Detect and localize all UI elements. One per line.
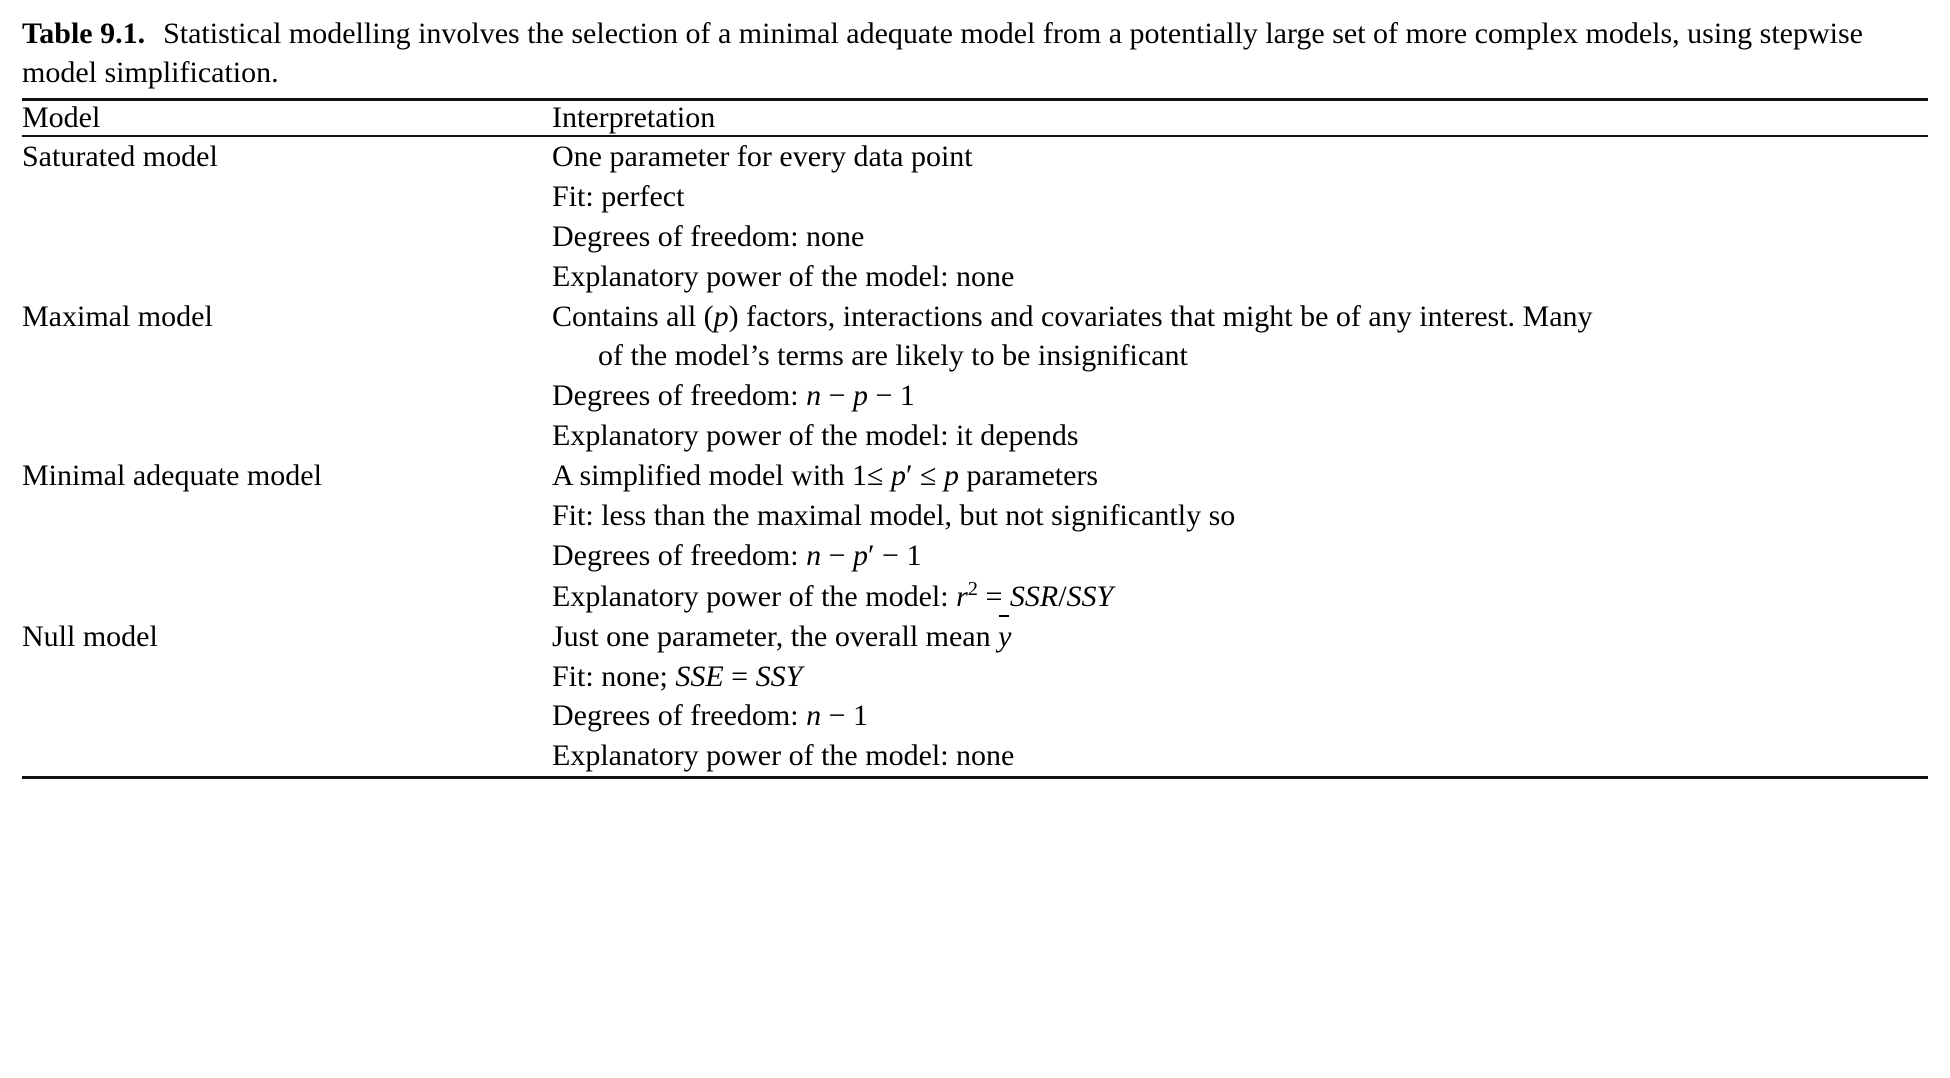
interpretation-line: A simplified model with 1≤ p′ ≤ p parameters (552, 459, 1099, 493)
table-bottom-rule (22, 776, 1928, 779)
table-caption (22, 14, 1892, 92)
interpretation-line: Explanatory power of the model: it depends (552, 419, 1079, 453)
interpretation-line: Explanatory power of the model: none (552, 739, 1015, 773)
table-row (22, 617, 1928, 777)
interpretation-line: Degrees of freedom: n − 1 (552, 699, 868, 733)
row-model-label: Minimal adequate model (22, 459, 322, 493)
row-interpretation (552, 297, 1928, 457)
row-model-label: Null model (22, 619, 158, 653)
interpretation-line: One parameter for every data point (552, 140, 973, 173)
interpretation-line: Degrees of freedom: n − p − 1 (552, 379, 915, 413)
interpretation-line: Just one parameter, the overall mean y (552, 617, 1928, 657)
row-model-label: Maximal model (22, 299, 213, 333)
interpretation-line: Fit: none; SSE = SSY (552, 659, 803, 693)
table-row (22, 137, 1928, 297)
table-header-row (22, 101, 1928, 135)
row-interpretation (552, 137, 1928, 297)
statistical-models-table (22, 101, 1928, 135)
table-row (22, 297, 1928, 457)
interpretation-line: Fit: perfect (552, 179, 685, 213)
interpretation-line: Explanatory power of the model: none (552, 259, 1015, 293)
row-interpretation (552, 456, 1928, 617)
row-model-label: Saturated model (22, 140, 218, 173)
interpretation-line: Contains all (p) factors, interactions and covariates that might be of any interest. Many of the model’s terms are likely to be insignificant (552, 299, 1593, 373)
interpretation-line: Explanatory power of the model: $r^2 = SSR/SSY$ (552, 577, 1114, 613)
table-row (22, 456, 1928, 617)
interpretation-line: Degrees of freedom: n − p′ − 1 (552, 538, 922, 572)
interpretation-line: Degrees of freedom: none (552, 219, 865, 253)
header-cell-model: Model (22, 101, 101, 134)
table-caption-label: Table 9.1. (22, 17, 146, 50)
row-interpretation (552, 617, 1928, 777)
table-caption-text: Statistical modelling involves the selection of a minimal adequate model from a potentially large set of more complex models, using stepwise model simplification. (22, 17, 1863, 89)
statistical-models-table-body (22, 137, 1928, 776)
header-cell-interpretation: Interpretation (552, 101, 716, 134)
interpretation-line: Fit: less than the maximal model, but not significantly so (552, 499, 1236, 533)
